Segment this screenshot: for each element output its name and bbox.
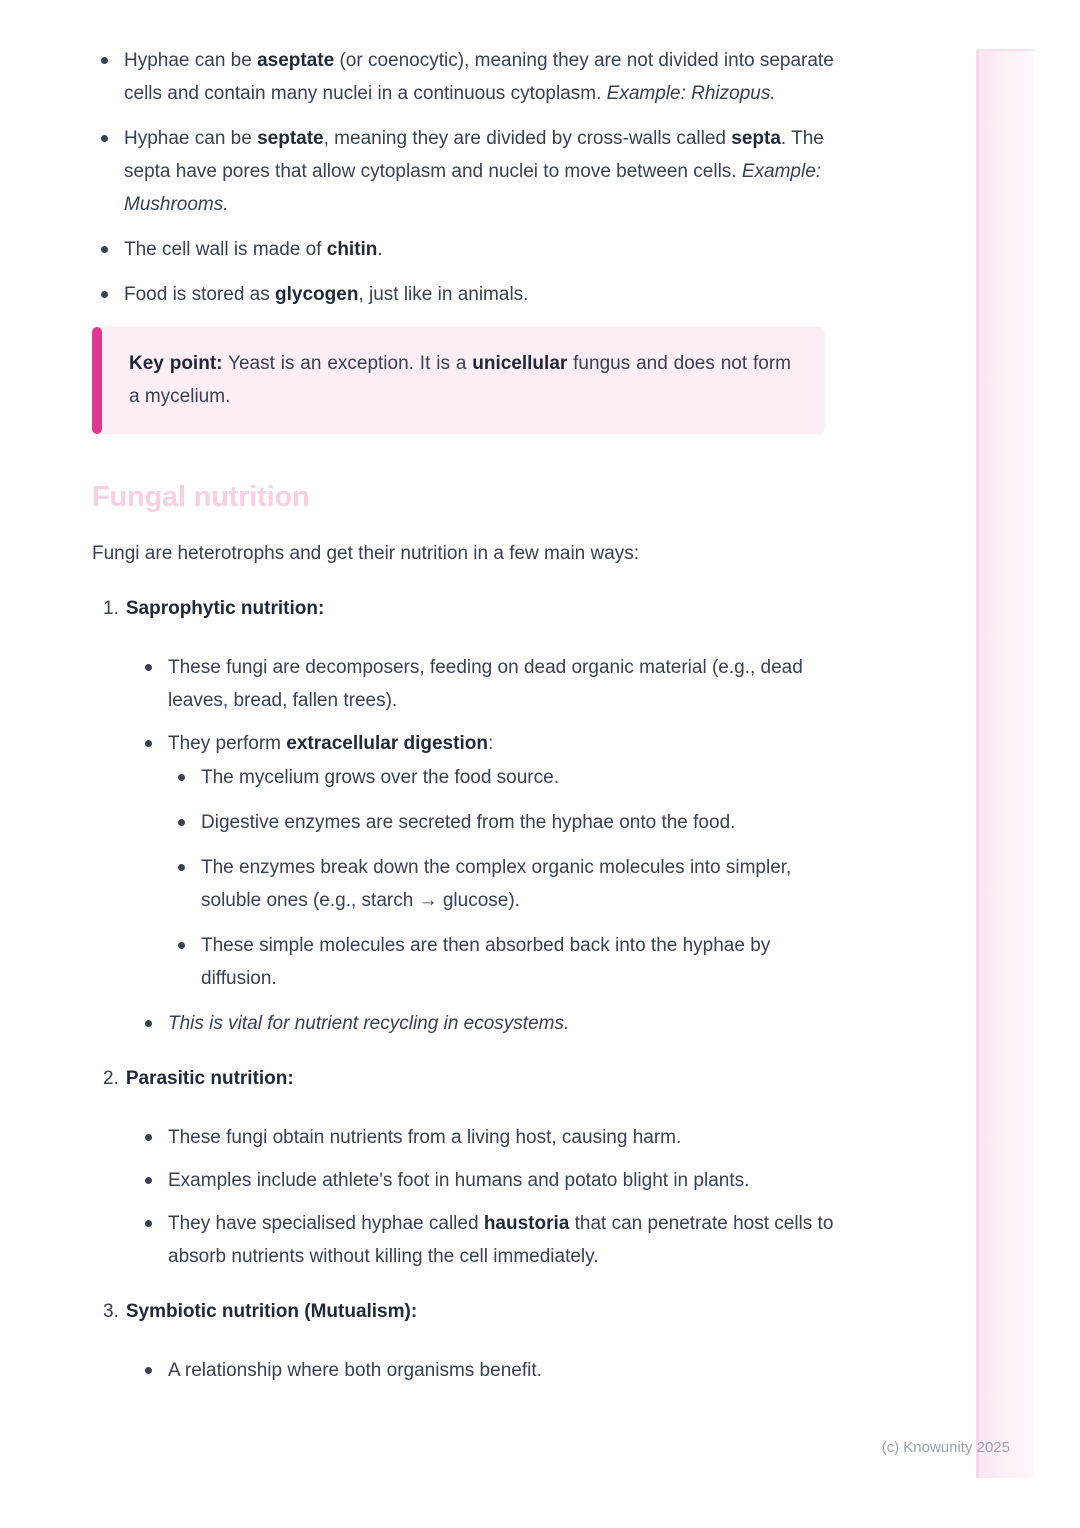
section-title: Parasitic nutrition: — [125, 1068, 294, 1089]
key-point-text: Key point: Yeast is an exception. It is a unicellular fungus and does not form a mycelium. — [129, 353, 791, 407]
hyphae-properties-list — [92, 44, 836, 311]
section-title: Symbiotic nutrition (Mutualism): — [125, 1301, 418, 1322]
section-title: Saprophytic nutrition: — [125, 598, 325, 619]
section-bullet-list — [103, 1121, 836, 1273]
key-point-callout — [92, 327, 825, 434]
list-item — [92, 122, 836, 221]
list-item — [103, 1207, 836, 1273]
list-item — [92, 278, 836, 311]
list-item-text: They perform extracellular digestion: — [168, 733, 494, 754]
list-item-text: These fungi are decomposers, feeding on dead organic material (e.g., dead leaves, bread, fallen trees). — [168, 657, 803, 711]
list-item — [103, 1121, 836, 1154]
list-item-text: A relationship where both organisms benefit. — [168, 1360, 542, 1381]
section-number: 3. — [103, 1301, 119, 1322]
list-item-text: Hyphae can be aseptate (or coenocytic), meaning they are not divided into separate cells and contain many nuclei in a continuous cytoplasm. Example: Rhizopus. — [124, 50, 834, 104]
intro-paragraph: Fungi are heterotrophs and get their nutrition in a few main ways: — [92, 543, 640, 564]
list-item — [168, 929, 836, 995]
list-item-text: The enzymes break down the complex organic molecules into simpler, soluble ones (e.g., starch → glucose). — [201, 857, 792, 911]
list-item — [103, 1164, 836, 1197]
list-item — [92, 233, 836, 266]
section-saprophytic — [103, 592, 836, 1040]
list-item — [103, 727, 836, 995]
next-page-preview-strip — [976, 49, 1034, 1478]
section-parasitic — [103, 1062, 836, 1273]
list-item-text: Examples include athlete's foot in humans and potato blight in plants. — [168, 1170, 750, 1191]
list-item — [103, 1354, 836, 1387]
list-item-text: These fungi obtain nutrients from a living host, causing harm. — [168, 1127, 682, 1148]
list-item-text: The mycelium grows over the food source. — [201, 767, 559, 788]
list-item-text: They have specialised hyphae called haustoria that can penetrate host cells to absorb nutrients without killing the cell immediately. — [168, 1213, 834, 1267]
list-item — [92, 44, 836, 110]
list-item-text: The cell wall is made of chitin. — [124, 239, 383, 260]
copyright-footer: (c) Knowunity 2025 — [881, 1439, 1010, 1456]
notes-page-content — [92, 44, 836, 1387]
list-item-text: These simple molecules are then absorbed back into the hyphae by diffusion. — [201, 935, 771, 989]
section-symbiotic — [103, 1295, 836, 1387]
list-item — [103, 651, 836, 717]
section-number: 2. — [103, 1068, 119, 1089]
list-item-text: Hyphae can be septate, meaning they are divided by cross-walls called septa. The septa have pores that allow cytoplasm and nuclei to move between cells. Example: Mushrooms. — [124, 128, 824, 215]
list-item — [103, 1007, 836, 1040]
section-bullet-list — [103, 651, 836, 1040]
list-item-text: Food is stored as glycogen, just like in animals. — [124, 284, 529, 305]
list-item — [168, 851, 836, 917]
list-item — [168, 806, 836, 839]
list-item-text: This is vital for nutrient recycling in ecosystems. — [168, 1013, 570, 1034]
nutrition-types-list — [92, 592, 836, 1387]
page-title-fungal-nutrition: Fungal nutrition — [92, 481, 310, 513]
section-bullet-list — [103, 1354, 836, 1387]
list-item-text: Digestive enzymes are secreted from the hyphae onto the food. — [201, 812, 736, 833]
section-number: 1. — [103, 598, 119, 619]
extracellular-digestion-steps — [168, 761, 836, 995]
list-item — [168, 761, 836, 794]
